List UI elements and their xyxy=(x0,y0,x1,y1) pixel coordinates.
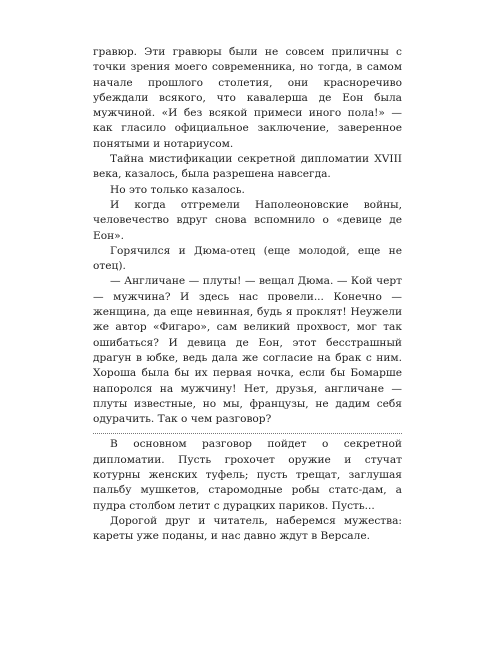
paragraph: — Англичане — плуты! — вещал Дюма. — Кой черт — мужчина? И здесь нас провели... Конечно — женщина, да еще невинная, будь я проклят! Неужели же автор «Фигаро», сам великий прохвост, мог так ошибаться? И девица де Еон, этот бесстрашный драгун в юбке, ведь дала же согласие на брак с ним. Хороша была бы их первая ночка, если бы Бомарше напоролся на мужчину! Нет, друзья, англичане — плуты известные, но мы, французы, не дадим себя одурачить. Так о чем разговор? xyxy=(93,275,402,426)
paragraph: Тайна мистификации секретной дипломатии XVIII века, казалось, была разрешена навсегда. xyxy=(93,153,402,181)
paragraph: гравюр. Эти гравюры были не совсем приличны с точки зрения моего современника, но тогда, в самом начале прошлого столетия, они красноречиво убеждали всякого, что кавалерша де Еон была мужчиной. «И без всякой примеси иного пола!» — как гласило официальное заключение, заверенное понятыми и нотариусом. xyxy=(93,46,402,150)
paragraph: Горячился и Дюма-отец (еще молодой, еще не отец). xyxy=(93,244,402,273)
paragraph: Дорогой друг и читатель, наберемся мужества: кареты уже поданы, и нас давно ждут в Версале. xyxy=(93,514,402,543)
paragraph: Но это только казалось. xyxy=(110,183,245,196)
paragraph: И когда отгремели Наполеоновские войны, человечество вдруг снова вспомнило о «девице де Еон». xyxy=(93,198,402,242)
section-divider xyxy=(93,433,402,434)
book-page xyxy=(93,45,402,545)
paragraph: В основном разговор пойдет о секретной дипломатии. Пусть грохочет оружие и стучат котурны женских туфель; пусть трещат, заглушая пальбу мушкетов, старомодные робы статс-дам, а пудра столбом летит с дурацких париков. Пусть... xyxy=(93,438,402,512)
